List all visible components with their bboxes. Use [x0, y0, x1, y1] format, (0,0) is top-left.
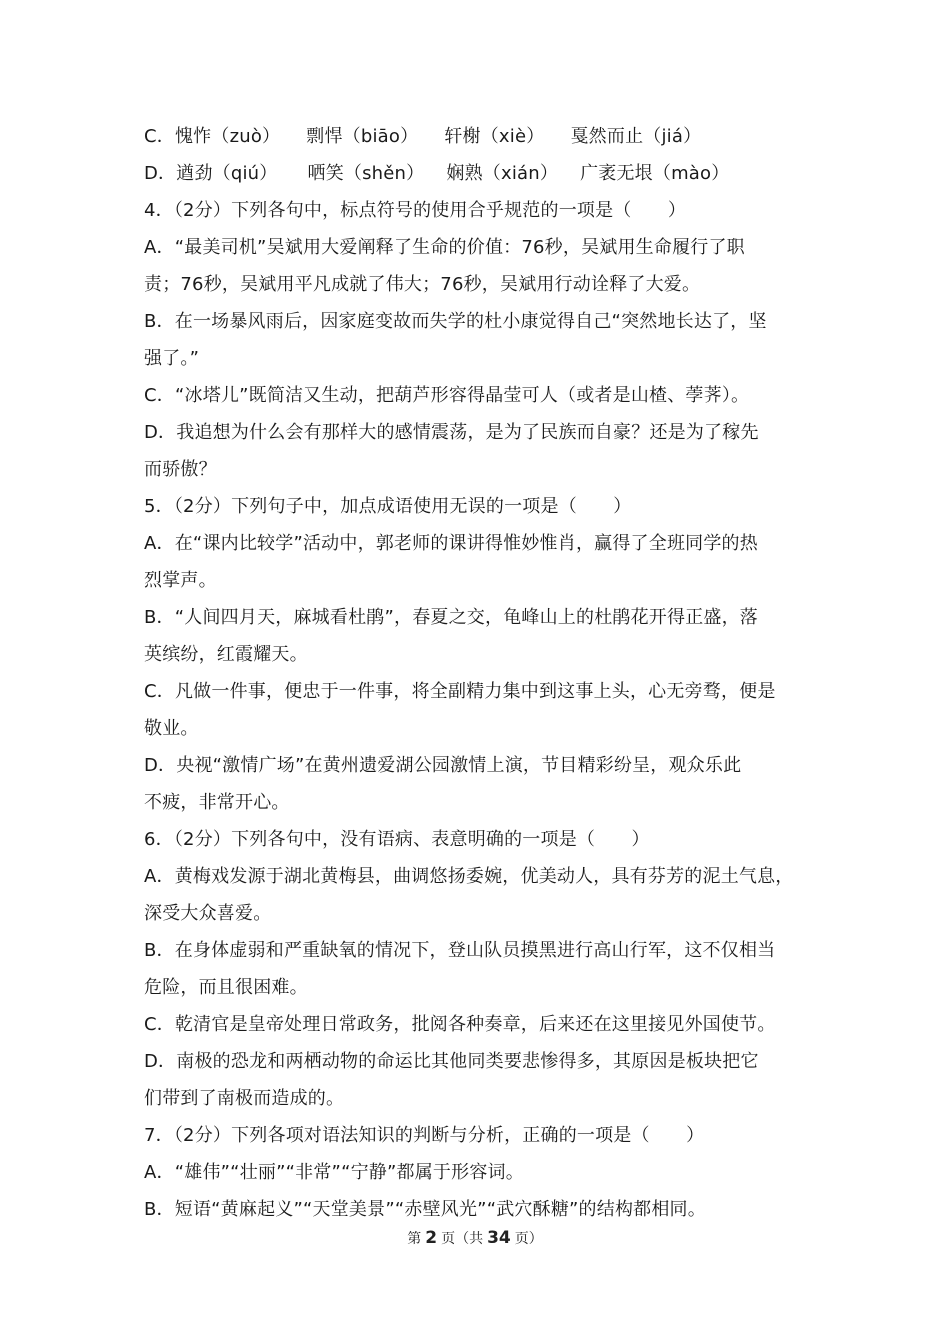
question-5-stem: 5．（2分）下列句子中，加点成语使用无误的一项是（ ） [144, 496, 632, 517]
word-item: 剽悍（biāo） [306, 126, 419, 147]
question-7-option-b: B．短语“黄麻起义”“天堂美景”“赤壁风光”“武穴酥糖”的结构都相同。 [144, 1199, 706, 1220]
question-4-option-d: D．我追想为什么会有那样大的感情震荡，是为了民族而自豪？还是为了稼先 [144, 422, 759, 443]
question-6-option-c: C．乾清官是皇帝处理日常政务，批阅各种奏章，后来还在这里接见外国使节。 [144, 1014, 776, 1035]
question-5-option-a: A．在“课内比较学”活动中，郭老师的课讲得惟妙惟肖，赢得了全班同学的热 [144, 533, 758, 554]
page-number: 2 [425, 1228, 438, 1248]
question-6-option-a: A．黄梅戏发源于湖北黄梅县，曲调悠扬委婉，优美动人，具有芬芳的泥土气息， [144, 866, 794, 887]
question-7-option-a: A．“雄伟”“壮丽”“非常”“宁静”都属于形容词。 [144, 1162, 524, 1183]
question-4-option-d-cont: 而骄傲？ [144, 459, 217, 480]
question-6-option-b: B．在身体虚弱和严重缺氧的情况下，登山队员摸黑进行高山行军，这不仅相当 [144, 940, 776, 961]
question-5-option-c: C．凡做一件事，便忠于一件事，将全副精力集中到这事上头，心无旁骛，便是 [144, 681, 776, 702]
question-6-option-d-cont: 们带到了南极而造成的。 [144, 1088, 345, 1109]
option-d-pinyin-row [144, 155, 824, 192]
question-5-option-a-cont: 烈掌声。 [144, 570, 217, 591]
option-c-pinyin-row [144, 118, 824, 155]
page-total: 34 [487, 1228, 511, 1248]
question-4-option-b: B．在一场暴风雨后，因家庭变故而失学的杜小康觉得自己“突然地长达了，坚 [144, 311, 767, 332]
question-4-option-b-cont: 强了。” [144, 348, 200, 369]
question-5-option-d-cont: 不疲，非常开心。 [144, 792, 290, 813]
word-item: 轩榭（xiè） [444, 126, 545, 147]
word-item: 广袤无垠（mào） [580, 163, 730, 184]
question-6-option-d: D．南极的恐龙和两栖动物的命运比其他同类要悲惨得多，其原因是板块把它 [144, 1051, 759, 1072]
question-5-option-b-cont: 英缤纷，红霞耀天。 [144, 644, 308, 665]
footer-middle: 页（共 [441, 1231, 484, 1247]
question-5-option-c-cont: 敬业。 [144, 718, 199, 739]
footer-prefix: 第 [407, 1231, 422, 1247]
word-item: C．愧怍（zuò） [144, 126, 281, 147]
question-5-option-b: B．“人间四月天，麻城看杜鹃”，春夏之交，龟峰山上的杜鹃花开得正盛，落 [144, 607, 758, 628]
question-4-stem: 4．（2分）下列各句中，标点符号的使用合乎规范的一项是（ ） [144, 200, 687, 221]
page-footer [0, 1228, 950, 1248]
question-5-option-d: D．央视“激情广场”在黄州遗爱湖公园激情上演，节目精彩纷呈，观众乐此 [144, 755, 742, 776]
question-6-option-b-cont: 危险，而且很困难。 [144, 977, 308, 998]
question-4-option-a-cont: 责；76秒，吴斌用平凡成就了伟大；76秒，吴斌用行动诠释了大爱。 [144, 274, 701, 295]
question-4-option-c: C．“冰塔儿”既简洁又生动，把葫芦形容得晶莹可人（或者是山楂、荸荠）。 [144, 385, 750, 406]
word-item: 哂笑（shěn） [307, 163, 425, 184]
footer-suffix: 页） [514, 1231, 543, 1247]
question-6-stem: 6．（2分）下列各句中，没有语病、表意明确的一项是（ ） [144, 829, 650, 850]
word-item: 戛然而止（jiá） [570, 126, 702, 147]
word-item: 娴熟（xián） [446, 163, 559, 184]
question-text [144, 118, 824, 1228]
question-4-option-a: A．“最美司机”吴斌用大爱阐释了生命的价值：76秒，吴斌用生命履行了职 [144, 237, 745, 258]
word-item: D．遒劲（qiú） [144, 163, 278, 184]
question-6-option-a-cont: 深受大众喜爱。 [144, 903, 272, 924]
question-7-stem: 7．（2分）下列各项对语法知识的判断与分析，正确的一项是（ ） [144, 1125, 705, 1146]
